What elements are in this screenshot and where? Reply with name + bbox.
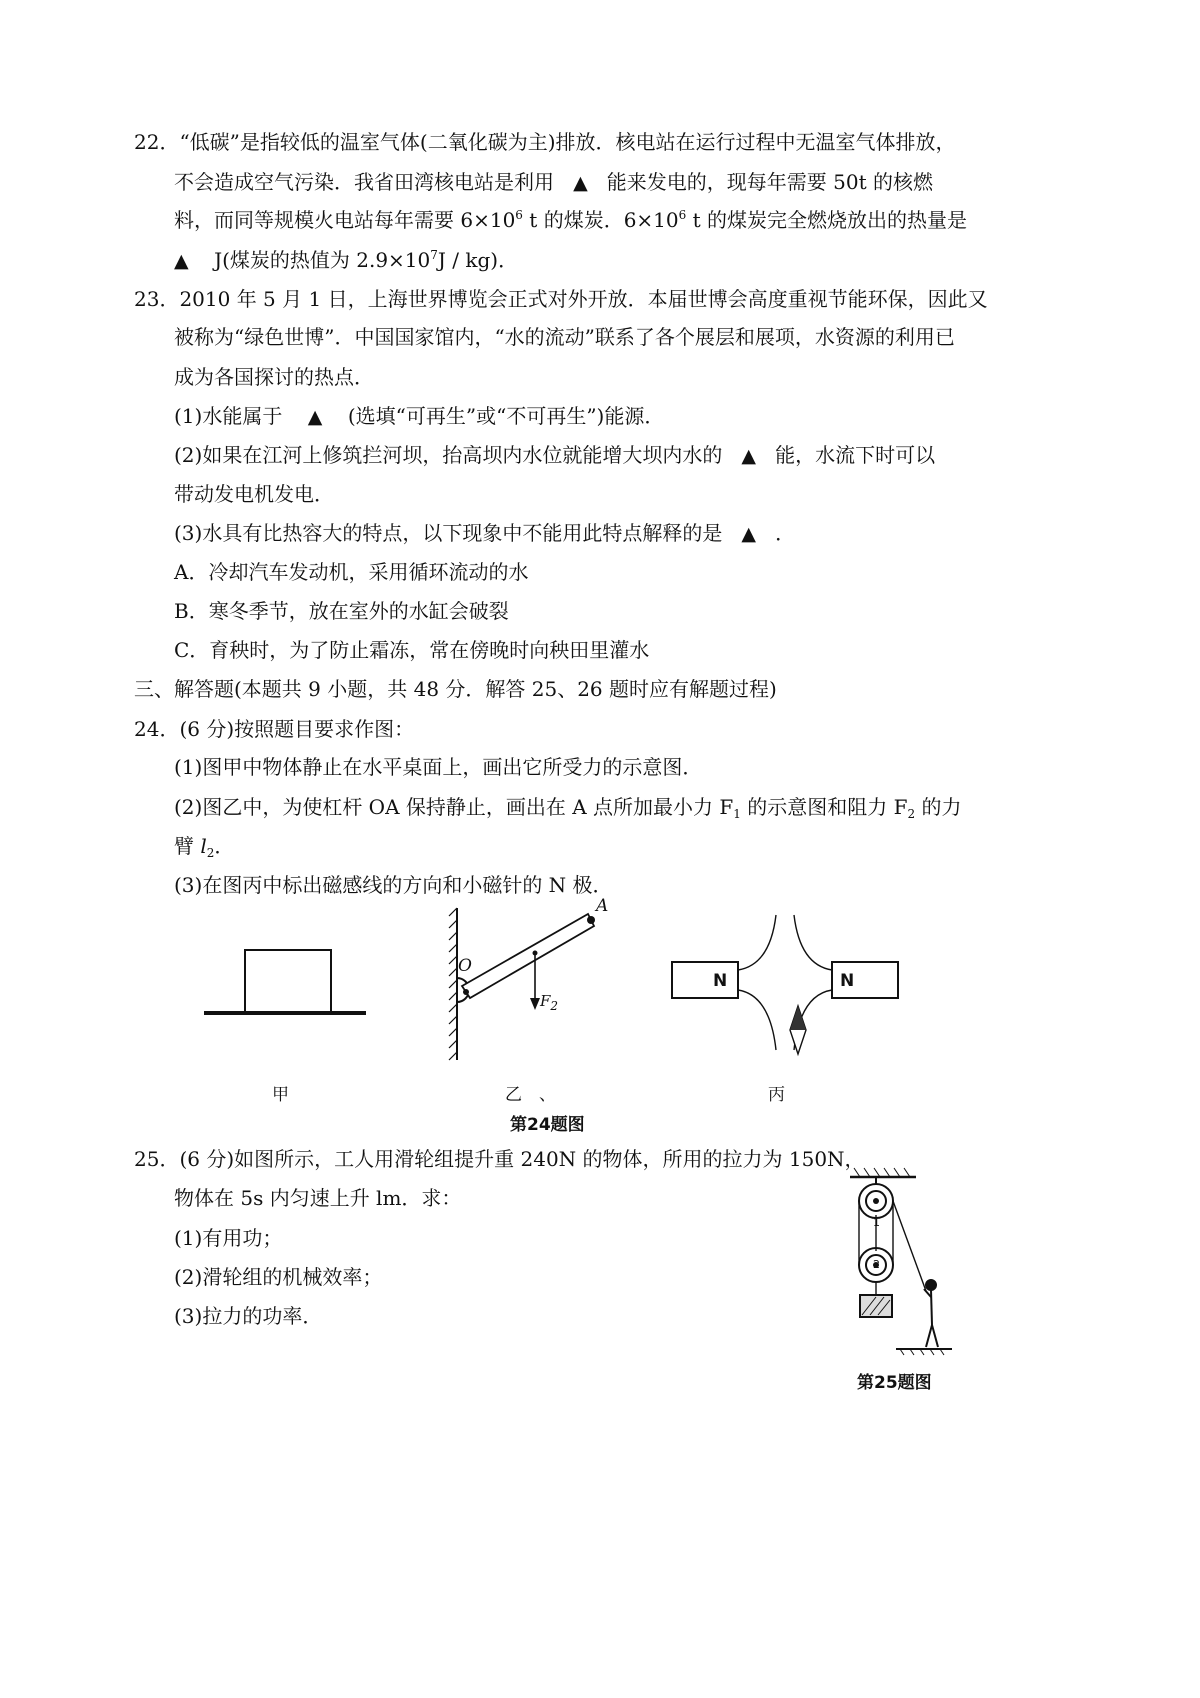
q23-part-3: (3)水具有比热容大的特点，以下现象中不能用此特点解释的是 ▲ ． [174, 521, 796, 545]
q23-option-c: C．育秧时，为了防止霜冻，常在傍晚时向秧田里灌水 [174, 638, 650, 662]
q23-line-1: 23．2010 年 5 月 1 日，上海世界博览会正式对外开放．本届世博会高度重视节能环保，因此又 [134, 287, 988, 311]
figure-label-yi: 乙 、 [505, 1085, 556, 1105]
q22-line-1: 22．“低碳”是指较低的温室气体(二氧化碳为主)排放．核电站在运行过程中无温室气体排放， [134, 130, 956, 154]
figure-25-pulley [846, 1165, 956, 1365]
field-lines [738, 915, 832, 1050]
fixed-pulley [859, 1184, 893, 1218]
pulley-label-2: 2 [873, 1258, 880, 1271]
q22-line-2: 不会造成空气污染．我省田湾核电站是利用 ▲ 能来发电的，现每年需要 50t 的核燃 [174, 170, 933, 194]
magnet-left [672, 962, 738, 998]
q25-line-2: 物体在 5s 内匀速上升 lm．求： [174, 1186, 462, 1210]
q25-line-1: 25．(6 分)如图所示，工人用滑轮组提升重 240N 的物体，所用的拉力为 150N， [134, 1147, 865, 1171]
label-point-a: A [596, 896, 609, 916]
pulley-label-1: 1 [873, 1216, 880, 1229]
figure-24-caption: 第24题图 [510, 1115, 585, 1135]
force-f2-arrowhead [530, 998, 540, 1010]
q24-part-3: (3)在图丙中标出磁感线的方向和小磁针的 N 极． [174, 873, 613, 897]
q22-line-4: ▲ J(煤炭的热值为 $2.9\times 10^7J / kg$)． [174, 248, 519, 272]
label-force-f2: $F_2$ [540, 992, 559, 1013]
block [245, 950, 331, 1012]
q24-line-1: 24．(6 分)按照题目要求作图： [134, 717, 415, 741]
q24-part-2-cont: 臂 $l_2$． [174, 834, 235, 860]
answer-blank: ▲ [741, 523, 757, 545]
section-3-heading: 三、解答题(本题共 9 小题，共 48 分．解答 25、26 题时应有解题过程) [134, 677, 777, 701]
q23-option-a: A．冷却汽车发动机，采用循环流动的水 [174, 560, 529, 584]
q25-part-2: (2)滑轮组的机械效率； [174, 1265, 383, 1289]
q24-part-1: (1)图甲中物体静止在水平桌面上，画出它所受力的示意图． [174, 755, 703, 779]
figure-bing [670, 910, 905, 1060]
answer-blank: ▲ [174, 250, 189, 272]
q23-line-2: 被称为“绿色世博”．中国国家馆内，“水的流动”联系了各个展层和展项，水资源的利用已 [174, 325, 955, 349]
wall-hatching [449, 908, 457, 1060]
point-a [587, 916, 595, 924]
q23-part-2-cont: 带动发电机发电． [174, 482, 334, 506]
q23-option-b: B．寒冬季节，放在室外的水缸会破裂 [174, 599, 509, 623]
figure-jia [200, 940, 370, 1030]
q25-part-3: (3)拉力的功率． [174, 1304, 323, 1328]
label-pivot-o: O [458, 956, 472, 976]
magnet-right-n-label: N [840, 971, 855, 991]
lever-bar [462, 914, 594, 998]
figure-yi [440, 900, 640, 1070]
q23-part-2: (2)如果在江河上修筑拦河坝，抬高坝内水位就能增大坝内水的 ▲ 能，水流下时可以 [174, 443, 936, 467]
figure-label-bing: 丙 [768, 1085, 785, 1105]
answer-blank: ▲ [573, 172, 588, 194]
q24-part-2: (2)图乙中，为使杠杆 OA 保持静止，画出在 A 点所加最小力 $F_1$ 的示意图和阻力 $F_2$ 的力 [174, 795, 962, 821]
q25-part-1: (1)有用功； [174, 1226, 283, 1250]
worker [924, 1280, 938, 1347]
pivot-o [463, 989, 469, 995]
ceiling [850, 1168, 916, 1177]
load-box [860, 1295, 892, 1317]
answer-blank: ▲ [741, 445, 757, 467]
q22-line-3: 料，而同等规模火电站每年需要 $6\times 10^6$ t 的煤炭．$6\times 10^6$ t 的煤炭完全燃烧放出的热量是 [174, 208, 968, 232]
figure-25-caption: 第25题图 [857, 1373, 932, 1393]
answer-blank: ▲ [307, 406, 323, 428]
q23-part-1: (1)水能属于 ▲ (选填“可再生”或“不可再生”)能源． [174, 404, 665, 428]
figure-label-jia: 甲 [272, 1085, 289, 1105]
q23-line-3: 成为各国探讨的热点． [174, 365, 374, 389]
magnet-left-n-label: N [713, 971, 728, 991]
